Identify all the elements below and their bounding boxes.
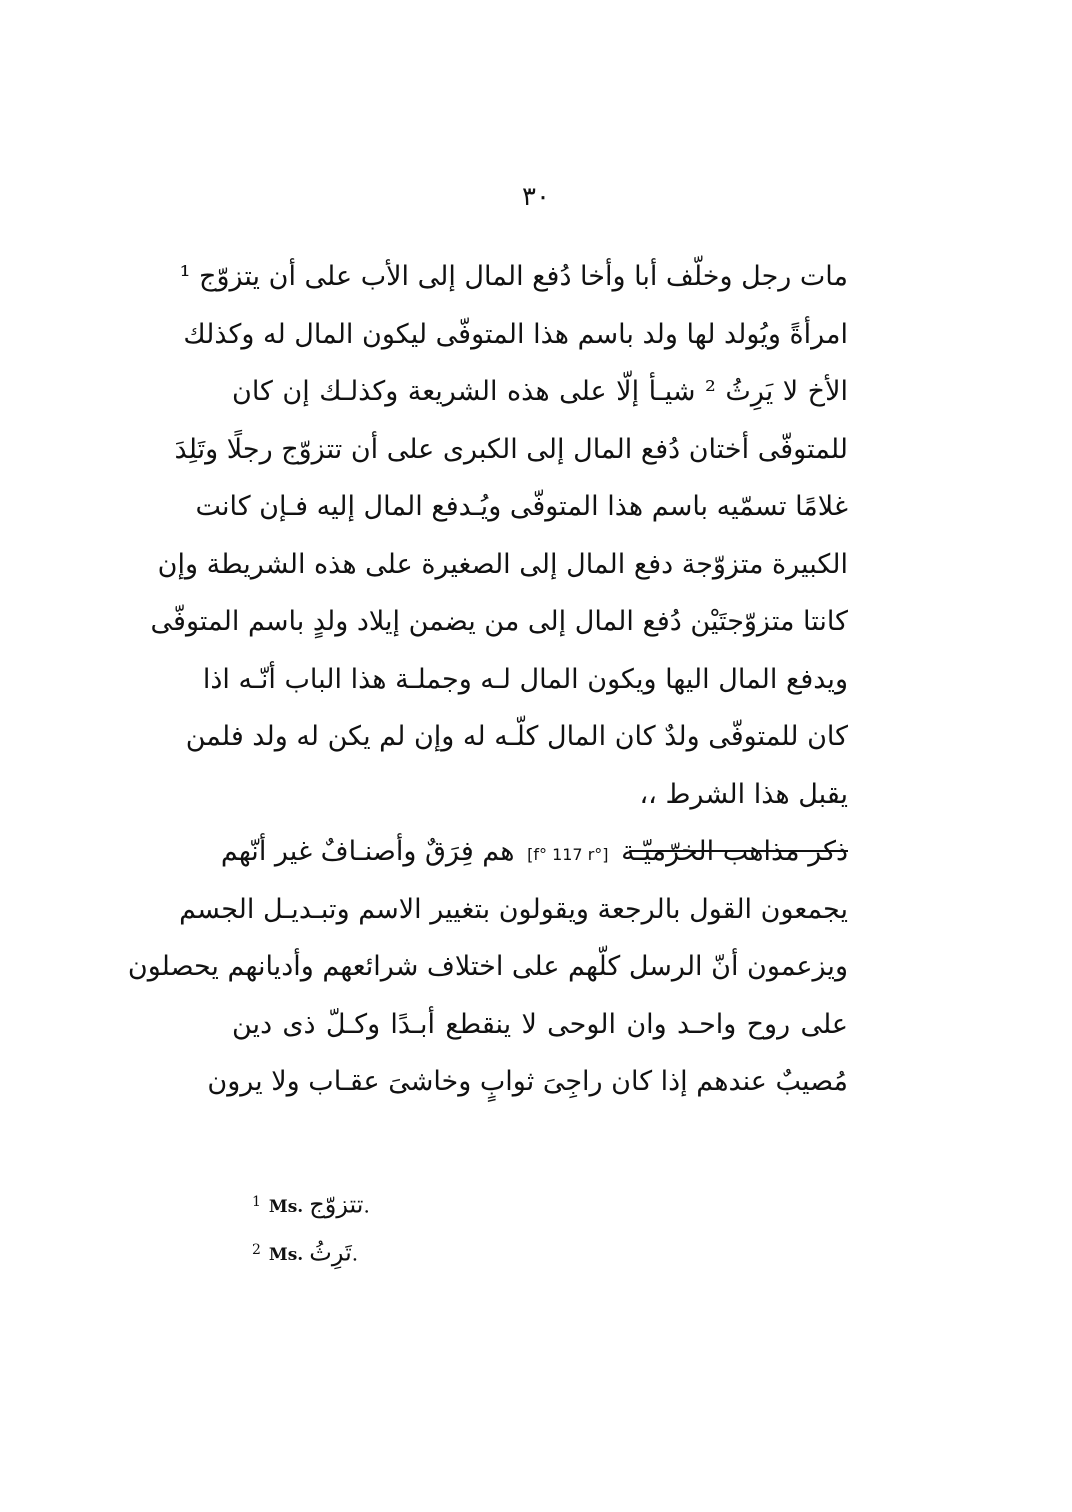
text-line-2: امرأةً ويُولد لها ولد باسم هذا المتوفّى ليكون المال له وكذلك	[183, 318, 848, 350]
page-number: ٣٠	[522, 182, 550, 212]
text-line-3: الأخ لا يَرِثُ ² شيـأ إلّا على هذه الشريعة وكذلـك إن كان	[232, 376, 849, 407]
section-line-2: يجمعون القول بالرجعة ويقولون بتغيير الاسم وتبـديـل الجسم	[179, 893, 848, 925]
folio-reference: [f° 117 r°]	[527, 845, 609, 864]
section-divider	[630, 850, 848, 852]
text-line-6: الكبيرة متزوّجة دفع المال إلى الصغيرة على هذه الشريطة وإن	[157, 548, 848, 580]
text-line-1: مات رجل وخلّف أبا وأخا دُفع المال إلى الأب على أن يتزوّج ¹	[179, 261, 848, 292]
section-line-5: مُصيبٌ عندهم إذا كان راجِىَ ثوابٍ وخاشىَ عقـاب ولا يرون	[207, 1066, 848, 1097]
text-line-4: للمتوفّى أختان دُفع المال إلى الكبرى على أن تتزوّج رجلًا وتَلِدَ	[174, 433, 848, 465]
footnote-2	[252, 1228, 358, 1272]
text-line-9: كان للمتوفّى ولدٌ كان المال كلّـه له وإن لم يكن له ولد فلمن	[185, 721, 848, 752]
text-line-10: يقبل هذا الشرط ،،	[639, 778, 848, 810]
text-line-7: كانتا متزوّجتَيْن دُفع المال إلى من يضمن إيلاد ولدٍ باسم المتوفّى	[150, 606, 848, 637]
text-line-8: ويدفع المال اليها ويكون المال لـه وجملـة هذا الباب أنّـه اذا	[202, 663, 848, 695]
section-line-3: ويزعمون أنّ الرسل كلّهم على اختلاف شرائعهم وأديانهم يحصلون	[127, 951, 848, 982]
footnote-end: .	[363, 1193, 370, 1218]
section-heading: ذكر مذاهب الخرّميّـة	[621, 836, 848, 867]
footnote-variant: تَرِثُ	[309, 1238, 352, 1267]
footnote-ms-label: Ms.	[268, 1197, 304, 1218]
footnote-number: 2	[252, 1242, 261, 1258]
footnote-variant: تتزوّج	[309, 1190, 364, 1219]
footnote-1	[252, 1180, 370, 1224]
footnote-end: .	[351, 1241, 359, 1266]
footnote-number: 1	[252, 1194, 261, 1210]
text-line-5: غلامًا تسمّيه باسم هذا المتوفّى ويُـدفع المال إليه فـإن كانت	[195, 491, 848, 522]
main-text	[127, 248, 849, 1111]
footnote-ms-label: Ms.	[268, 1245, 304, 1266]
section-line-4: على روح واحـد وان الوحى لا ينقطع أبـدًا وكـلّ ذى دين	[232, 1008, 848, 1040]
section-first-line-rest: هم فِرَقٌ وأصنـافٌ غير أنّهم	[220, 836, 515, 867]
